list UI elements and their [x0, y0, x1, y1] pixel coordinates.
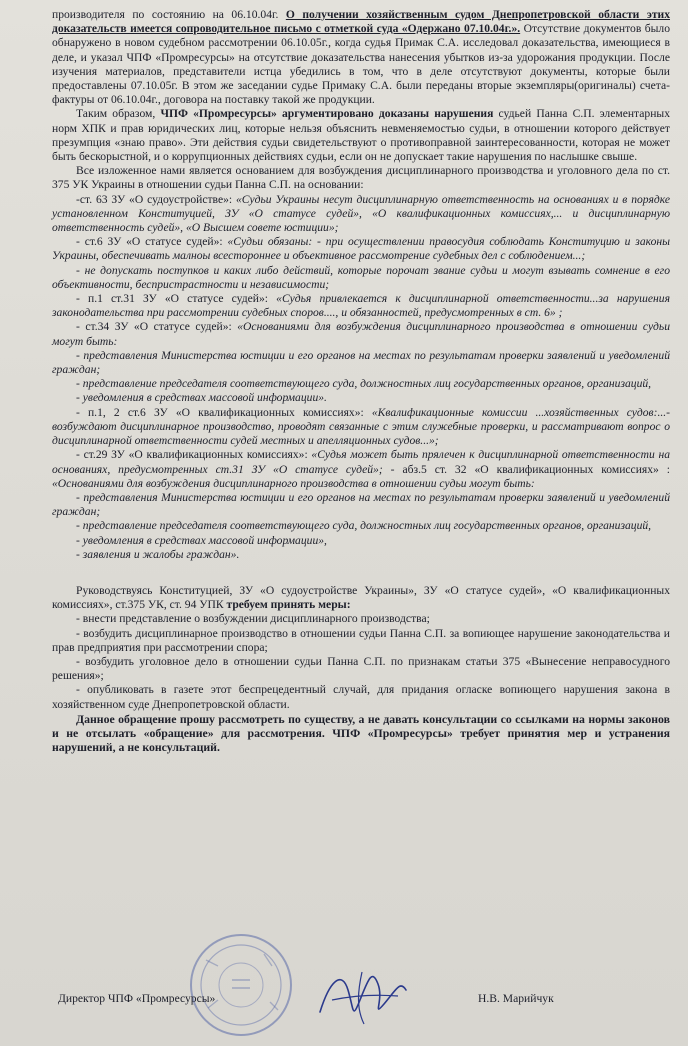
- paragraph-22: - опубликовать в газете этот беспрецедентный случай, для придания огласке вопиющего нарушения закона в хозяйственном суде Днепропетровской области.: [52, 683, 670, 711]
- paragraph-14: - представления Министерства юстиции и его органов на местах по результатам проверки заявлений и уведомлений граждан;: [52, 490, 670, 519]
- director-name: Н.В. Марийчук: [478, 992, 554, 1005]
- paragraph-11: - уведомления в средствах массовой информации».: [76, 391, 327, 405]
- paragraph-7: - п.1 ст.31 ЗУ «О статусе судей»: «Судья привлекается к дисциплинарной ответственности...за нарушения законодательства при рассмотрении судебных споров...., и обязанностей, предусмотренных в ст. 6» ;: [52, 292, 670, 320]
- paragraph-12: - п.1, 2 ст.6 ЗУ «О квалификационных комиссиях»: «Квалификационные комиссии ...хозяйственных судов:...- возбуждают дисциплинарное производство, проводят связанные с этим служебные проверки, и рассматривают вопрос о дисциплинарной ответственности судей местных и апелляционных судов...»;: [52, 405, 670, 448]
- paragraph-8: - ст.34 ЗУ «О статусе судей»: «Основаниями для возбуждения дисциплинарного производства в отношении судьи могут быть:: [52, 320, 670, 348]
- paragraph-final-request: Данное обращение прошу рассмотреть по существу, а не давать консультации со ссылками на нормы законов и не отсылать «обращение» для рассмотрения. ЧПФ «Промресурсы» требует принятия мер и устранения нарушений, а не консультаций.: [52, 711, 670, 755]
- paragraph-16: - уведомления в средствах массовой информации»,: [76, 533, 327, 547]
- paragraph-18: Руководствуясь Конституцией, ЗУ «О судоустройстве Украины», ЗУ «О статусе судей», «О квалификационных комиссиях», ст.375 УК, ст. 94 УПК требуем принять меры:: [52, 583, 670, 612]
- paragraph-5: - ст.6 ЗУ «О статусе судей»: «Судьи обязаны: - при осуществлении правосудия соблюдать Конституцию и законы Украины, обеспечивать малноы всестороннее и объективное рассмотрение судебных дел с соблюдением...;: [52, 235, 671, 263]
- paragraph-2: Таким образом, ЧПФ «Промресурсы» аргументировано доказаны нарушения судьей Панна С.П. элементарных норм ХПК и прав юридических лиц, которые нельзя объяснить невменяемостью судьи, в отношении которого действует презумпция «знаю право». Эти действия судьи свидетельствуют о противоправной заинтересованности, которая не может быть бескорыстной, и о коррупционных действиях судьи, если он не допускает такие нарушения по наслышке свыше.: [52, 107, 670, 164]
- paragraph-9: - представления Министерства юстиции и его органов на местах по результатам проверки заявлений и уведомлений граждан;: [52, 348, 670, 377]
- paragraph-20: - возбудить дисциплинарное производство в отношении судьи Панна С.П. за вопиющее нарушение законодательства и прав предприятия при рассмотрении спора;: [52, 626, 670, 654]
- document-body: [52, 8, 670, 754]
- paragraph-17: - заявления и жалобы граждан».: [76, 547, 240, 561]
- director-title: Директор ЧПФ «Промресурсы»: [58, 992, 216, 1005]
- handwritten-signature-icon: [312, 960, 412, 1030]
- paragraph-15: - представление председателя соответствующего суда, должностных лиц государственных органов, организаций,: [76, 519, 652, 533]
- paragraph-3: Все изложенное нами является основанием для возбуждения дисциплинарного производства и уголовного дела по ст. 375 УК Украины в отношении судьи Панна С.П. на основании:: [52, 164, 670, 192]
- paragraph-6: - не допускать поступков и каких либо действий, которые порочат звание судьи и могут взывать сомнение в его объективности, беспристрастности и независимости;: [52, 263, 670, 291]
- paragraph-19: - внести представление о возбуждении дисциплинарного производства;: [76, 612, 430, 626]
- spacer: [52, 562, 670, 584]
- round-stamp-icon: [186, 930, 296, 1040]
- paragraph-13: - ст.29 ЗУ «О квалификационных комиссиях»: «Судья может быть прялечен к дисциплинарной ответственности на основаниях, предусмотренных ст.31 ЗУ «О статусе судей»; - абз.5 ст. 32 «О квалификационных комиссиях» : «Основаниями для возбуждения дисциплинарного производства в отношении судьи могут быть:: [52, 448, 671, 490]
- paragraph-4: -ст. 63 ЗУ «О судоустройстве»: «Судьи Украины несут дисциплинарную ответственность на основаниях и в порядке установленном Конституцией, ЗУ «О статусе судей», «О квалификационных комиссиях,... и дисциплинарную ответственность судей», «О Высшем совете юстиции»;: [52, 192, 670, 235]
- paragraph-21: - возбудить уголовное дело в отношении судьи Панна С.П. по признакам статьи 375 «Вынесение неправосудного решения»;: [52, 654, 670, 683]
- paragraph-1: производителя по состоянию на 06.10.04г. О получении хозяйственным судом Днепропетровской области этих доказательств имеется сопроводительное письмо с отметкой суда «Одержано 07.10.04г.». Отсутствие документов было обнаружено в новом судебном рассмотрении 06.10.05г., когда судья Примак С.А. исследовал доказательства, имеющиеся в деле, и указал ЧПФ «Промресурсы» на отсутствие доказательства нанесения убытков из-за удорожания продукции. После изучения материалов, представители истца убедились в том, что в деле отсутствуют документы, которые были предоставлены 07.10.05г. В этом же заседании судье Примаку С.А. были переданы вторые экземпляры(оригиналы) счета-фактуры от 06.10.04г., договора на поставку такой же продукции.: [52, 8, 670, 107]
- paragraph-10: - представление председателя соответствующего суда, должностных лиц государственных органов, организаций,: [76, 377, 652, 391]
